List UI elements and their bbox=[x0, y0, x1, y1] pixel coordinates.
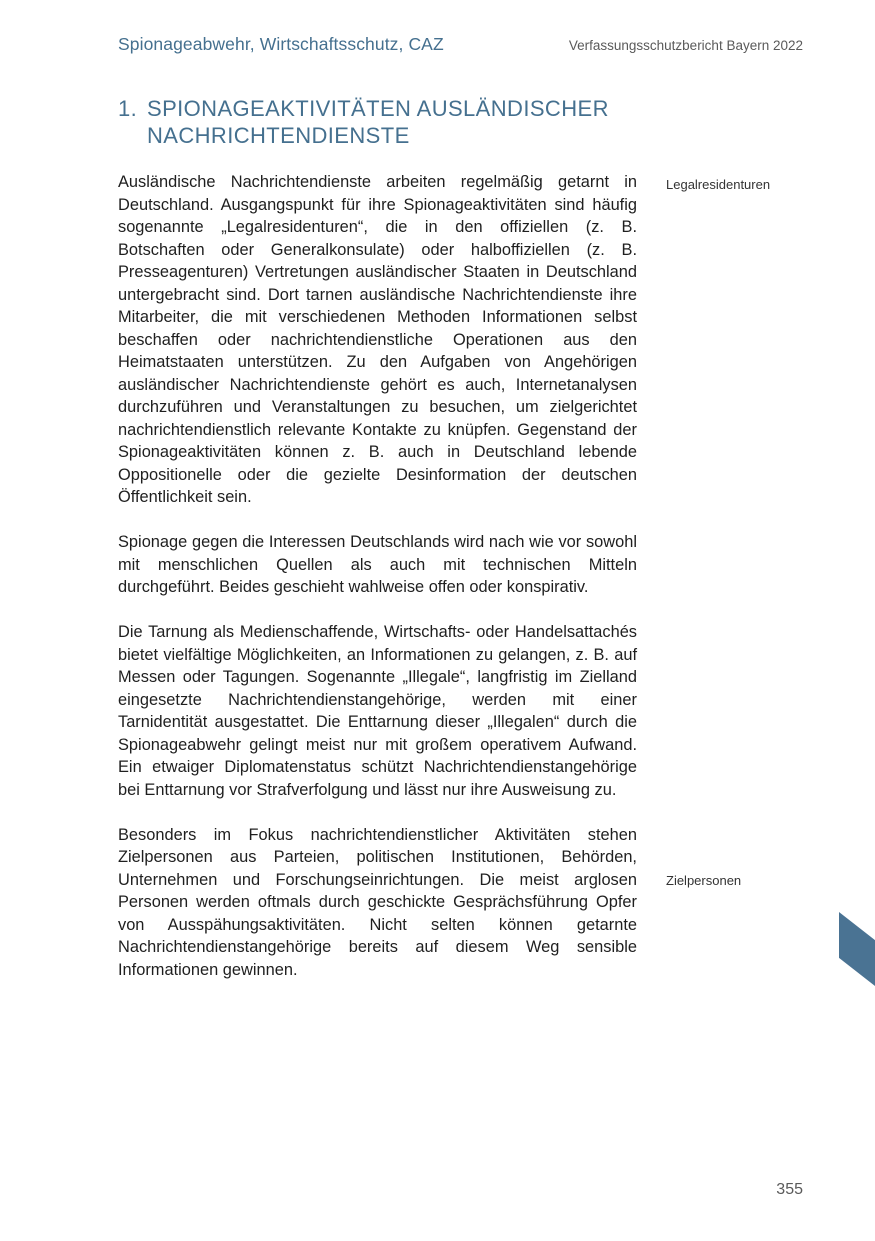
chapter-title-line1: SPIONAGEAKTIVITÄTEN AUSLÄNDISCHER bbox=[147, 96, 609, 121]
paragraph-1: Ausländische Nachrichtendienste arbeiten regelmäßig getarnt in Deutschland. Ausgangspunkt für ihre Spionageaktivitäten sind häufig sogenannte „Legalresidenturen“, die in den offiziellen (z. B. Botschaften oder Generalkonsulate) oder halboffiziellen (z. B. Presseagenturen) Vertretungen ausländischer Staaten in Deutschland untergebracht sind. Dort tarnen ausländische Nachrichtendienste ihre Mitarbeiter, die mit verschiedenen Methoden Informationen selbst beschaffen oder nachrichtendienstliche Operationen aus den Heimatstaaten unterstützen. Zu den Aufgaben von Angehörigen ausländischer Nachrichtendienste gehört es auch, Internetanalysen durchzuführen und Veranstaltungen zu besuchen, um zielgerichtet nachrichtendienstlich relevante Kontakte zu knüpfen. Gegenstand der Spionageaktivitäten können z. B. auch in Deutschland lebende Oppositionelle oder die gezielte Desinformation der deutschen Öffentlichkeit sein. bbox=[118, 173, 637, 506]
running-header-report: Verfassungsschutzbericht Bayern 2022 bbox=[568, 38, 803, 53]
margin-note-zielpersonen: Zielpersonen bbox=[666, 873, 742, 888]
running-header-section: Spionageabwehr, Wirtschaftsschutz, CAZ bbox=[118, 34, 444, 54]
chapter-title-line2: NACHRICHTENDIENSTE bbox=[147, 123, 410, 148]
paragraph-4: Besonders im Fokus nachrichtendienstlicher Aktivitäten stehen Zielpersonen aus Parteien, politischen Institutionen, Behörden, Unternehmen und Forschungseinrichtungen. Die meist arglosen Personen werden oftmals durch geschickte Gesprächsführung Opfer von Ausspähungsaktivitäten. Nicht selten können getarnte Nachrichtendienstangehörige bereits auf diesem Weg sensible Informationen gewinnen. bbox=[118, 825, 637, 979]
paragraph-2: Spionage gegen die Interessen Deutschlands wird nach wie vor sowohl mit menschlichen Quellen als auch mit technischen Mitteln durchgeführt. Beides geschieht wahlweise offen oder konspirativ. bbox=[118, 533, 637, 596]
chapter-tab-marker bbox=[839, 912, 875, 986]
body-text bbox=[118, 171, 637, 1004]
chapter-number: 1. bbox=[118, 96, 138, 121]
paragraph-3: Die Tarnung als Medienschaffende, Wirtschafts- oder Handelsattachés bietet vielfältige Möglichkeiten, an Informationen zu gelangen, z. B. auf Messen oder Tagungen. Sogenannte „Illegale“, langfristig im Zielland eingesetzte Nachrichtendienstangehörige, werden mit einer Tarnidentität ausgestattet. Die Enttarnung dieser „Illegalen“ durch die Spionageabwehr gelingt meist nur mit großem operativem Aufwand. Ein etwaiger Diplomatenstatus schützt Nachrichtendienstangehörige bei Enttarnung vor Strafverfolgung und lässt nur ihre Ausweisung zu. bbox=[118, 623, 637, 799]
page-number: 355 bbox=[776, 1181, 803, 1198]
chapter-title bbox=[118, 95, 658, 149]
margin-note-legalresidenturen: Legalresidenturen bbox=[666, 177, 771, 192]
